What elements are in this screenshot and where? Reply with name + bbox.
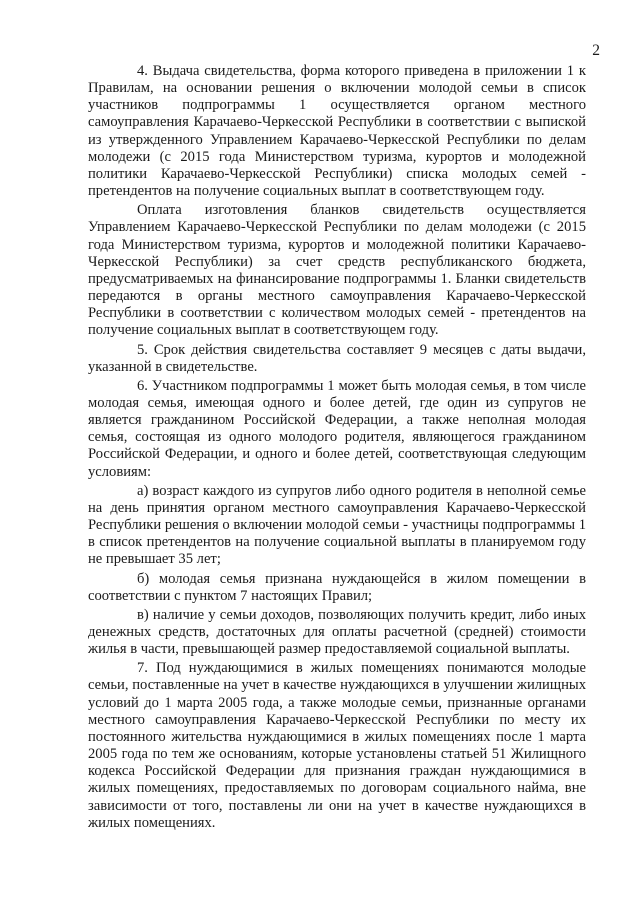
paragraph-6a-age: а) возраст каждого из супругов либо одного родителя в неполной семье на день принятия органом местного самоуправления Карачаево-Черкесской Республики решения о включении молодой семьи - участницы подпрограммы 1 в список претендентов на получение социальной выплаты в планируемом году не превышает 35 лет;: [88, 482, 586, 568]
document-body: [88, 63, 586, 832]
paragraph-5-validity-period: 5. Срок действия свидетельства составляет 9 месяцев с даты выдачи, указанной в свидетельстве.: [88, 341, 586, 375]
paragraph-4-certificate-issue: 4. Выдача свидетельства, форма которого приведена в приложении 1 к Правилам, на основании решения о включении молодой семьи в список участников подпрограммы 1 осуществляется органом местного самоуправления Карачаево-Черкесской Республики в соответствии с выпиской из утвержденного Управлением Карачаево-Черкесской Республики по делам молодежи (с 2015 года Министерством туризма, курортов и молодежной политики Карачаево-Черкесской Республики) списка молодых семей - претендентов на получение социальных выплат в соответствующем году.: [88, 63, 586, 200]
paragraph-blank-payment: Оплата изготовления бланков свидетельств осуществляется Управлением Карачаево-Черкесской Республики по делам молодежи (с 2015 года Министерством туризма, курортов и молодежной политики Карачаево-Черкесской Республики) за счет средств республиканского бюджета, предусматриваемых на финансирование подпрограммы 1. Бланки свидетельств передаются в органы местного самоуправления Карачаево-Черкесской Республики в соответствии с количеством молодых семей - претендентов на получение социальных выплат в соответствующем году.: [88, 202, 586, 339]
paragraph-6c-income: в) наличие у семьи доходов, позволяющих получить кредит, либо иных денежных средств, достаточных для оплаты расчетной (средней) стоимости жилья в части, превышающей размер предоставляемой социальной выплаты.: [88, 606, 586, 658]
page-number: 2: [592, 42, 600, 59]
paragraph-6b-housing-need: б) молодая семья признана нуждающейся в жилом помещении в соответствии с пунктом 7 настоящих Правил;: [88, 570, 586, 604]
paragraph-7-housing-definition: 7. Под нуждающимися в жилых помещениях понимаются молодые семьи, поставленные на учет в качестве нуждающихся в улучшении жилищных условий до 1 марта 2005 года, а также молодые семьи, признанные органами местного самоуправления Карачаево-Черкесской Республики по месту их постоянного жительства нуждающимися в жилых помещениях после 1 марта 2005 года по тем же основаниям, которые установлены статьей 51 Жилищного кодекса Российской Федерации для признания граждан нуждающимися в жилых помещениях, предоставляемых по договорам социального найма, вне зависимости от того, поставлены ли они на учет в качестве нуждающихся в жилых помещениях.: [88, 660, 586, 831]
paragraph-6-participant: 6. Участником подпрограммы 1 может быть молодая семья, в том числе молодая семья, имеющая одного и более детей, где один из супругов не является гражданином Российской Федерации, а также неполная молодая семья, состоящая из одного молодого родителя, являющегося гражданином Российской Федерации, и одного и более детей, соответствующая следующим условиям:: [88, 377, 586, 480]
